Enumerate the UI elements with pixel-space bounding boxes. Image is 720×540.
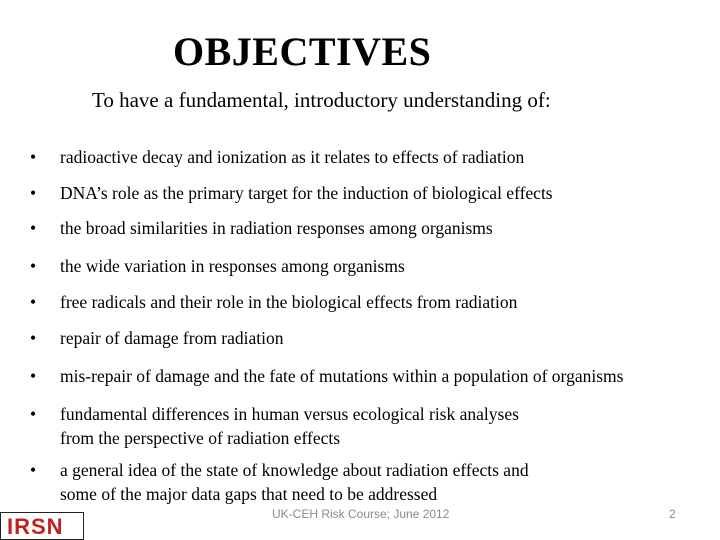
slide-title: OBJECTIVES [173, 29, 432, 74]
slide-subtitle: To have a fundamental, introductory understanding of: [92, 88, 551, 112]
list-item-text: a general idea of the state of knowledge about radiation effects and [60, 460, 529, 480]
bullet-icon: • [30, 183, 37, 203]
bullet-icon: • [30, 218, 37, 238]
list-item-text: repair of damage from radiation [60, 328, 284, 348]
bullet-icon: • [30, 328, 37, 348]
list-item-text: fundamental differences in human versus ecological risk analyses [60, 404, 519, 424]
page-number: 2 [669, 507, 676, 521]
bullet-icon: • [30, 366, 37, 386]
list-item-text: the wide variation in responses among organisms [60, 256, 405, 276]
bullet-icon: • [30, 404, 37, 424]
list-item-text-continuation: from the perspective of radiation effects [60, 428, 341, 448]
list-item-text: the broad similarities in radiation responses among organisms [60, 218, 493, 238]
bullet-icon: • [30, 292, 37, 312]
bullet-icon: • [30, 256, 37, 276]
footer-text: UK-CEH Risk Course; June 2012 [272, 507, 450, 521]
bullet-icon: • [30, 147, 37, 167]
list-item-text: DNA’s role as the primary target for the induction of biological effects [60, 183, 553, 203]
list-item-text: mis-repair of damage and the fate of mutations within a population of organisms [60, 366, 624, 386]
list-item-text: free radicals and their role in the biological effects from radiation [60, 292, 518, 312]
list-item-text-continuation: some of the major data gaps that need to be addressed [60, 484, 438, 504]
irsn-logo [0, 512, 84, 540]
logo-text: IRSN [7, 514, 64, 539]
list-item-text: radioactive decay and ionization as it relates to effects of radiation [60, 147, 525, 167]
bullet-icon: • [30, 460, 37, 480]
